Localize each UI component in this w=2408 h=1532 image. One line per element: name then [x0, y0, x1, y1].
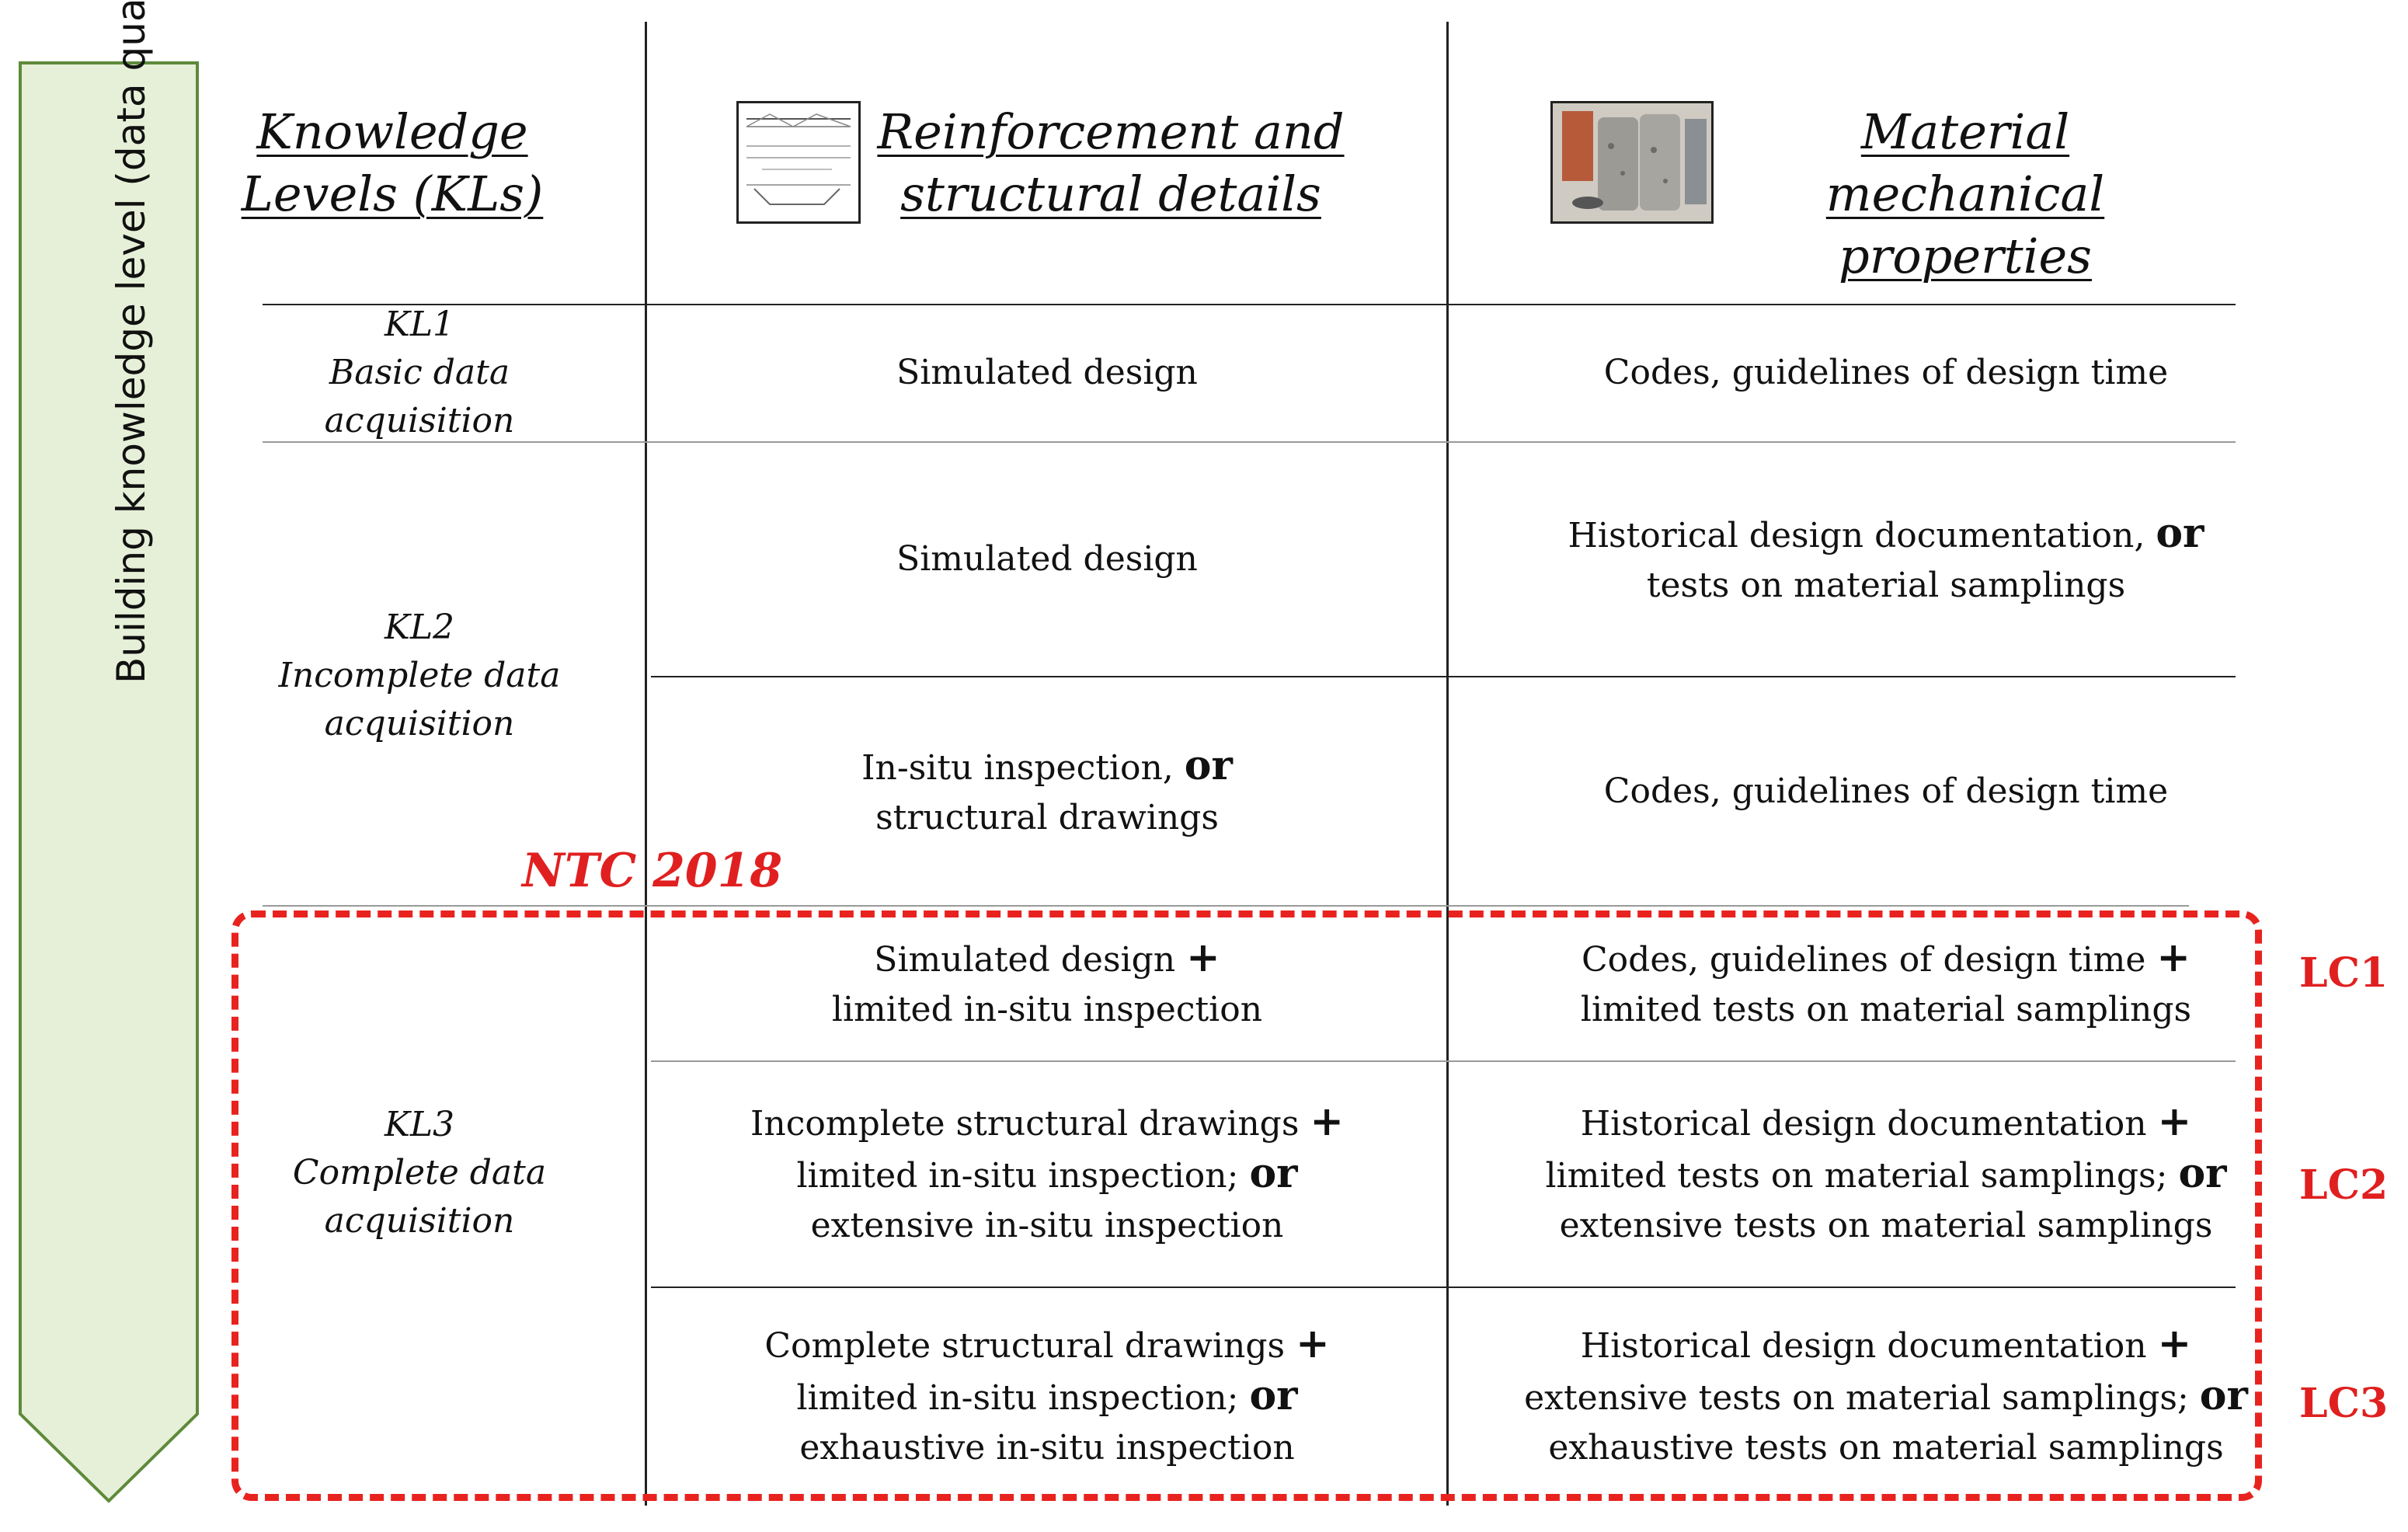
- cell-text: structural drawings: [875, 797, 1219, 837]
- cell-connector: or: [2199, 1372, 2248, 1419]
- lc1-label: LC1: [2299, 949, 2389, 997]
- cell-text: limited tests on material samplings: [1580, 989, 2192, 1029]
- cell-text: Historical design documentation: [1580, 1326, 2158, 1366]
- cell-text: limited in-situ inspection;: [796, 1378, 1250, 1418]
- cell-line: [1568, 509, 2204, 561]
- cell-text: limited tests on material samplings;: [1545, 1156, 2179, 1196]
- cell-mat-row-3: [1451, 679, 2321, 904]
- cell-connector: +: [2157, 1320, 2192, 1367]
- cell-reinf-row-1: [649, 307, 1445, 439]
- cell-line: [1604, 348, 2168, 398]
- cell-text: Simulated design: [896, 539, 1198, 579]
- cell-connector: +: [1310, 1098, 1344, 1145]
- cell-text: Historical design documentation: [1580, 1104, 2158, 1144]
- cell-reinf-row-2: [649, 444, 1445, 674]
- cell-connector: or: [1249, 1150, 1298, 1197]
- ntc-2018-label: NTC 2018: [522, 844, 783, 898]
- cell-connector: or: [1184, 741, 1233, 789]
- cell-text: Simulated design: [874, 939, 1187, 980]
- cell-text: Codes, guidelines of design time: [1582, 939, 2157, 980]
- ntc-2018-region: [231, 910, 2262, 1501]
- lc2-label: LC2: [2299, 1161, 2389, 1209]
- row-line-kl2-split: [651, 676, 2236, 677]
- cell-text: Codes, guidelines of design time: [1603, 771, 2169, 811]
- cell-line: [861, 741, 1233, 793]
- cell-text: extensive in-situ inspection: [810, 1206, 1284, 1245]
- cell-text: Incomplete structural drawings: [750, 1104, 1310, 1144]
- cell-line: [896, 348, 1198, 398]
- header-material: Material mechanical properties: [1825, 103, 2105, 284]
- cell-text: Complete structural drawings: [764, 1326, 1296, 1366]
- cell-text: Historical design documentation,: [1568, 515, 2156, 555]
- cell-line: [1647, 561, 2125, 611]
- cell-text: In-situ inspection,: [861, 747, 1185, 788]
- cell-connector: +: [2156, 933, 2191, 981]
- cell-connector: or: [1249, 1372, 1298, 1419]
- cell-connector: or: [2178, 1150, 2227, 1197]
- cell-text: limited in-situ inspection: [831, 989, 1263, 1029]
- header-reinforcement: Reinforcement and structural details: [877, 103, 1345, 222]
- cell-text: extensive tests on material samplings;: [1524, 1378, 2200, 1418]
- cell-line: [896, 534, 1198, 584]
- cell-connector: +: [1296, 1320, 1330, 1367]
- cell-line: [875, 793, 1219, 843]
- cell-text: exhaustive tests on material samplings: [1548, 1428, 2224, 1468]
- cell-mat-row-2: [1451, 444, 2321, 674]
- cell-connector: +: [2157, 1098, 2192, 1145]
- kl3-label: KL3 Complete data acquisition: [292, 1105, 547, 1241]
- kl1-label: KL1 Basic data acquisition: [324, 305, 515, 440]
- cell-connector: or: [2156, 509, 2204, 557]
- cell-line: [1604, 767, 2168, 816]
- cell-text: tests on material samplings: [1646, 565, 2126, 605]
- cell-text: extensive tests on material samplings: [1559, 1206, 2213, 1245]
- lc3-label: LC3: [2299, 1380, 2389, 1427]
- cell-text: exhaustive in-situ inspection: [799, 1428, 1295, 1468]
- structural-drawing-icon: [736, 101, 861, 224]
- cell-text: Simulated design: [896, 353, 1198, 392]
- cell-text: Codes, guidelines of design time: [1603, 353, 2169, 392]
- header-knowledge-levels: Knowledge Levels (KLs): [241, 103, 544, 222]
- cell-mat-row-1: [1451, 307, 2321, 439]
- row-line-kl2: [263, 905, 2189, 907]
- cell-connector: +: [1186, 933, 1220, 981]
- cell-text: limited in-situ inspection;: [796, 1156, 1250, 1196]
- concrete-cores-photo-icon: [1550, 101, 1714, 224]
- kl2-label: KL2 Incomplete data acquisition: [278, 608, 561, 743]
